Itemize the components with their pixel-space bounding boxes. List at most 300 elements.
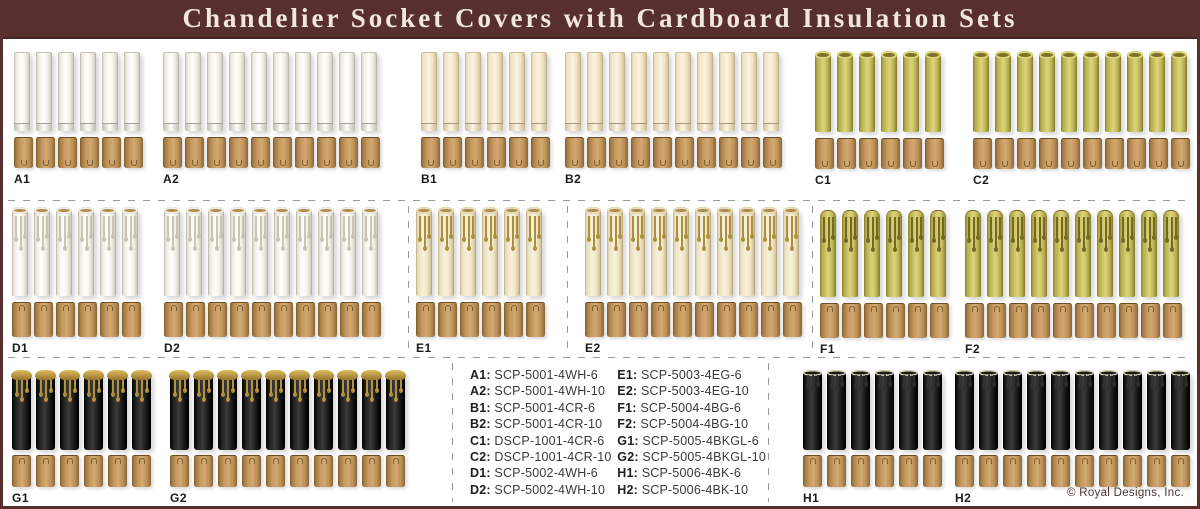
wax-drip-detail	[256, 378, 258, 390]
legend-column-left	[470, 367, 617, 498]
cardboard-insulator	[827, 455, 846, 487]
wax-drip-detail	[1103, 375, 1105, 385]
wax-drip-detail	[37, 216, 39, 239]
wax-drip-detail	[676, 216, 678, 239]
socket-cover-e2	[739, 210, 755, 296]
wax-drip-detail	[836, 375, 838, 388]
cardboard-insulators	[815, 138, 944, 169]
group-label: A1	[14, 172, 31, 186]
socket-cover-b1	[509, 52, 525, 131]
cardboard-insulators	[955, 455, 1190, 487]
socket-cover-f2	[987, 210, 1003, 297]
wax-drip-detail	[50, 378, 52, 390]
wax-drip-detail	[264, 216, 266, 236]
wax-drip-detail	[769, 216, 771, 248]
socket-covers	[12, 210, 141, 296]
cardboard-insulator	[290, 455, 309, 487]
wax-drip-detail	[88, 378, 90, 394]
socket-cover-a1	[80, 52, 96, 131]
wax-drip-detail	[1089, 375, 1091, 384]
socket-cover-h2	[979, 372, 998, 450]
wax-drip-detail	[294, 378, 296, 394]
cardboard-insulators	[14, 137, 143, 168]
product-group-b2	[565, 52, 782, 186]
cardboard-insulator	[1039, 138, 1058, 169]
wax-drip-detail	[773, 216, 775, 236]
cardboard-insulator	[108, 455, 127, 487]
cardboard-insulator	[973, 138, 992, 169]
cardboard-insulator	[338, 455, 357, 487]
socket-cover-a2	[317, 52, 333, 131]
socket-covers	[421, 52, 550, 131]
cardboard-insulator	[296, 302, 315, 337]
wax-drip-detail	[1007, 375, 1009, 385]
wax-drip-detail	[588, 216, 590, 239]
wax-drip-detail	[615, 216, 617, 248]
socket-cover-h2	[1003, 372, 1022, 450]
cardboard-insulator	[908, 303, 927, 338]
cardboard-insulator	[859, 138, 878, 169]
wax-drip-detail	[1084, 375, 1086, 388]
wax-drip-detail	[376, 378, 378, 390]
cardboard-insulator	[1127, 138, 1146, 169]
cardboard-insulator	[361, 137, 380, 168]
socket-cover-c2	[1061, 54, 1077, 132]
socket-cover-d2	[164, 210, 180, 296]
cardboard-insulator	[465, 137, 484, 168]
wax-drip-detail	[1175, 217, 1177, 237]
cardboard-insulator	[230, 302, 249, 337]
wax-drip-detail	[134, 216, 136, 236]
wax-drip-detail	[1137, 375, 1139, 384]
wax-drip-detail	[1083, 217, 1085, 249]
cardboard-insulator	[673, 302, 692, 337]
wax-drip-detail	[632, 216, 634, 239]
wax-drip-detail	[366, 378, 368, 394]
socket-cover-e2	[651, 210, 667, 296]
wax-drip-detail	[860, 375, 862, 388]
wax-drip-detail	[370, 216, 372, 248]
wax-drip-detail	[348, 216, 350, 248]
wax-drip-detail	[103, 216, 105, 239]
cardboard-insulator	[194, 455, 213, 487]
cardboard-insulator	[903, 138, 922, 169]
cardboard-insulator	[1061, 138, 1080, 169]
product-group-b1	[421, 52, 550, 186]
socket-covers	[164, 210, 381, 296]
cardboard-insulator	[1141, 303, 1160, 338]
wax-drip-detail	[1031, 375, 1033, 385]
cardboard-insulator	[1053, 303, 1072, 338]
wax-drip-detail	[194, 216, 196, 248]
socket-cover-f2	[1097, 210, 1113, 297]
socket-cover-g1	[60, 372, 79, 450]
wax-drip-detail	[1156, 375, 1158, 388]
wax-drip-detail	[1061, 217, 1063, 249]
legend-entry-c1: C1: DSCP-1001-4CR-6	[470, 433, 605, 448]
socket-cover-g2	[338, 372, 357, 450]
wax-drip-detail	[304, 378, 306, 390]
socket-cover-d2	[340, 210, 356, 296]
wax-drip-detail	[968, 217, 970, 240]
socket-cover-e2	[673, 210, 689, 296]
title-bar	[0, 0, 1200, 39]
wax-drip-detail	[703, 216, 705, 248]
socket-cover-d1	[34, 210, 50, 296]
cardboard-insulator	[875, 455, 894, 487]
wax-drip-detail	[130, 216, 132, 248]
wax-drip-detail	[352, 216, 354, 236]
cardboard-insulator	[783, 302, 802, 337]
socket-cover-c1	[815, 54, 831, 132]
socket-cover-g1	[108, 372, 127, 450]
cardboard-insulator	[675, 137, 694, 168]
wax-drip-detail	[419, 216, 421, 239]
cardboard-insulator	[58, 137, 77, 168]
wax-drip-detail	[347, 378, 349, 399]
wax-drip-detail	[1056, 217, 1058, 240]
cardboard-insulators	[965, 303, 1182, 338]
socket-cover-g2	[386, 372, 405, 450]
wax-drip-detail	[742, 216, 744, 239]
socket-cover-c1	[881, 54, 897, 132]
wax-drip-detail	[911, 217, 913, 240]
cardboard-insulator	[208, 302, 227, 337]
cardboard-insulator	[629, 302, 648, 337]
socket-cover-g2	[314, 372, 333, 450]
socket-cover-g2	[194, 372, 213, 450]
legend-entry-a2: A2: SCP-5001-4WH-10	[470, 384, 606, 399]
cardboard-insulator	[84, 455, 103, 487]
wax-drip-detail	[485, 216, 487, 239]
socket-cover-e2	[717, 210, 733, 296]
socket-cover-g2	[266, 372, 285, 450]
wax-drip-detail	[232, 378, 234, 390]
wax-drip-detail	[1017, 375, 1019, 384]
socket-cover-f2	[1075, 210, 1091, 297]
socket-cover-c2	[1017, 54, 1033, 132]
wax-drip-detail	[865, 375, 867, 384]
wax-drip-detail	[93, 378, 95, 399]
cardboard-insulator	[761, 302, 780, 337]
wax-drip-detail	[993, 375, 995, 384]
wax-drip-detail	[342, 378, 344, 394]
socket-cover-b2	[741, 52, 757, 131]
socket-cover-f1	[864, 210, 880, 297]
socket-cover-d1	[12, 210, 28, 296]
legend-entry-h2: H2: SCP-5006-4BK-10	[617, 482, 749, 497]
wax-drip-detail	[855, 375, 857, 385]
row-divider	[8, 357, 1192, 358]
cardboard-insulator	[1051, 455, 1070, 487]
socket-cover-f2	[1141, 210, 1157, 297]
cardboard-insulators	[170, 455, 405, 487]
socket-covers	[965, 210, 1182, 297]
socket-cover-c1	[859, 54, 875, 132]
wax-drip-detail	[654, 216, 656, 239]
wax-drip-detail	[26, 378, 28, 390]
cardboard-insulators	[421, 137, 550, 168]
wax-drip-detail	[233, 216, 235, 239]
socket-cover-f1	[908, 210, 924, 297]
cardboard-insulator	[851, 455, 870, 487]
wax-drip-detail	[242, 216, 244, 236]
socket-cover-d2	[318, 210, 334, 296]
cardboard-insulator	[1003, 455, 1022, 487]
socket-cover-e1	[482, 210, 498, 296]
product-group-d2	[164, 210, 381, 355]
socket-cover-e2	[695, 210, 711, 296]
socket-cover-b2	[719, 52, 735, 131]
wax-drip-detail	[988, 375, 990, 388]
socket-cover-a1	[14, 52, 30, 131]
socket-covers	[163, 52, 380, 131]
socket-cover-b2	[763, 52, 779, 131]
cardboard-insulator	[864, 303, 883, 338]
socket-cover-d2	[252, 210, 268, 296]
wax-drip-detail	[747, 216, 749, 248]
cardboard-insulator	[1027, 455, 1046, 487]
wax-drip-detail	[424, 216, 426, 248]
wax-drip-detail	[889, 217, 891, 240]
cardboard-insulator	[186, 302, 205, 337]
legend-entry-b1: B1: SCP-5001-4CR-6	[470, 400, 596, 415]
wax-drip-detail	[507, 216, 509, 239]
wax-drip-detail	[330, 216, 332, 236]
wax-drip-detail	[328, 378, 330, 390]
socket-cover-a2	[251, 52, 267, 131]
product-group-a2	[163, 52, 380, 186]
wax-drip-detail	[889, 375, 891, 384]
cardboard-insulator	[362, 455, 381, 487]
wax-drip-detail	[450, 216, 452, 236]
socket-cover-h2	[1171, 372, 1190, 450]
cardboard-insulators	[164, 302, 381, 337]
wax-drip-detail	[903, 375, 905, 385]
wax-drip-detail	[136, 378, 138, 394]
socket-cover-b2	[697, 52, 713, 131]
wax-drip-detail	[938, 217, 940, 249]
cardboard-insulator	[1075, 455, 1094, 487]
cardboard-insulator	[925, 138, 944, 169]
wax-drip-detail	[990, 217, 992, 240]
socket-cover-b1	[443, 52, 459, 131]
cardboard-insulator	[815, 138, 834, 169]
legend-entry-d1: D1: SCP-5002-4WH-6	[470, 466, 598, 481]
socket-cover-f2	[1119, 210, 1135, 297]
socket-covers	[973, 54, 1190, 132]
wax-drip-detail	[1144, 217, 1146, 240]
wax-drip-detail	[850, 217, 852, 249]
wax-drip-detail	[146, 378, 148, 390]
wax-drip-detail	[512, 216, 514, 248]
cardboard-insulator	[1009, 303, 1028, 338]
wax-drip-detail	[352, 378, 354, 390]
cardboard-insulator	[317, 137, 336, 168]
wax-drip-detail	[1109, 217, 1111, 237]
product-group-g1	[12, 372, 151, 505]
socket-cover-h2	[1123, 372, 1142, 450]
socket-cover-f1	[930, 210, 946, 297]
cardboard-insulator	[820, 303, 839, 338]
group-label: A2	[163, 172, 180, 186]
wax-drip-detail	[641, 216, 643, 236]
wax-drip-detail	[122, 378, 124, 390]
wax-drip-detail	[172, 216, 174, 248]
wax-drip-detail	[973, 217, 975, 249]
legend-entry-c2: C2: DSCP-1001-4CR-10	[470, 450, 612, 465]
cardboard-insulator	[56, 302, 75, 337]
socket-covers	[803, 372, 942, 450]
wax-drip-detail	[828, 217, 830, 249]
socket-cover-b2	[609, 52, 625, 131]
wax-drip-detail	[15, 216, 17, 239]
wax-drip-detail	[538, 216, 540, 236]
cardboard-insulator	[185, 137, 204, 168]
wax-drip-detail	[764, 216, 766, 239]
wax-drip-detail	[220, 216, 222, 236]
wax-drip-detail	[40, 378, 42, 394]
socket-cover-e1	[416, 210, 432, 296]
wax-drip-detail	[823, 217, 825, 240]
wax-drip-detail	[16, 378, 18, 394]
cardboard-insulator	[164, 302, 183, 337]
product-group-c2	[973, 54, 1190, 187]
socket-cover-h1	[923, 372, 942, 450]
wax-drip-detail	[681, 216, 683, 248]
wax-drip-detail	[251, 378, 253, 399]
legend-column-right	[617, 367, 766, 498]
cardboard-insulator	[1149, 138, 1168, 169]
socket-cover-h1	[875, 372, 894, 450]
wax-drip-detail	[685, 216, 687, 236]
socket-cover-d2	[230, 210, 246, 296]
socket-cover-e2	[629, 210, 645, 296]
socket-cover-f1	[820, 210, 836, 297]
cardboard-insulator	[78, 302, 97, 337]
wax-drip-detail	[428, 216, 430, 236]
wax-drip-detail	[725, 216, 727, 248]
wax-drip-detail	[277, 216, 279, 239]
socket-cover-g1	[132, 372, 151, 450]
wax-drip-detail	[1087, 217, 1089, 237]
group-label: C2	[973, 173, 990, 187]
product-group-a1	[14, 52, 143, 186]
socket-cover-h1	[899, 372, 918, 450]
cardboard-insulator	[12, 302, 31, 337]
group-label: C1	[815, 173, 832, 187]
legend-entry-e1: E1: SCP-5003-4EG-6	[617, 368, 742, 382]
socket-cover-c2	[1171, 54, 1187, 132]
socket-cover-g2	[218, 372, 237, 450]
wax-drip-detail	[20, 216, 22, 248]
socket-cover-a2	[163, 52, 179, 131]
wax-drip-detail	[280, 378, 282, 390]
socket-cover-e2	[607, 210, 623, 296]
socket-cover-b1	[421, 52, 437, 131]
legend-entry-b2: B2: SCP-5001-4CR-10	[470, 417, 603, 432]
wax-drip-detail	[326, 216, 328, 248]
wax-drip-detail	[1065, 217, 1067, 237]
wax-drip-detail	[472, 216, 474, 236]
cardboard-insulator	[36, 137, 55, 168]
wax-drip-detail	[446, 216, 448, 248]
cardboard-insulator	[251, 137, 270, 168]
socket-cover-c2	[1127, 54, 1143, 132]
wax-drip-detail	[282, 216, 284, 248]
cardboard-insulator	[487, 137, 506, 168]
wax-drip-detail	[1012, 217, 1014, 240]
cardboard-insulator	[526, 302, 545, 337]
wax-drip-detail	[1055, 375, 1057, 385]
cardboard-insulator	[1017, 138, 1036, 169]
cardboard-insulator	[587, 137, 606, 168]
wax-drip-detail	[663, 216, 665, 236]
wax-drip-detail	[534, 216, 536, 248]
cardboard-insulators	[163, 137, 380, 168]
cardboard-insulator	[242, 455, 261, 487]
cardboard-insulator	[102, 137, 121, 168]
cardboard-insulator	[252, 302, 271, 337]
socket-cover-d2	[296, 210, 312, 296]
group-label: G2	[170, 491, 188, 505]
legend-entry-f1: F1: SCP-5004-4BG-6	[617, 400, 742, 415]
cardboard-insulators	[973, 138, 1190, 169]
socket-cover-b2	[565, 52, 581, 131]
cardboard-insulator	[504, 302, 523, 337]
product-group-e1	[416, 210, 545, 355]
wax-drip-detail	[1012, 375, 1014, 388]
socket-cover-g1	[84, 372, 103, 450]
cardboard-insulator	[1083, 138, 1102, 169]
cardboard-insulator	[34, 302, 53, 337]
wax-drip-detail	[898, 217, 900, 237]
socket-cover-d1	[56, 210, 72, 296]
wax-drip-detail	[68, 216, 70, 236]
column-divider	[452, 363, 453, 502]
legend-entry-a1: A1: SCP-5001-4WH-6	[470, 368, 598, 382]
group-label: G1	[12, 491, 30, 505]
wax-drip-detail	[1149, 217, 1151, 249]
wax-drip-detail	[216, 216, 218, 248]
socket-cover-h2	[1099, 372, 1118, 450]
wax-drip-detail	[1039, 217, 1041, 249]
socket-cover-e2	[761, 210, 777, 296]
wax-drip-detail	[318, 378, 320, 394]
wax-drip-detail	[304, 216, 306, 248]
cardboard-insulators	[820, 303, 949, 338]
cardboard-insulator	[163, 137, 182, 168]
wax-drip-detail	[619, 216, 621, 236]
socket-cover-b1	[531, 52, 547, 131]
cardboard-insulator	[979, 455, 998, 487]
cardboard-insulators	[803, 455, 942, 487]
wax-drip-detail	[365, 216, 367, 239]
wax-drip-detail	[246, 378, 248, 394]
wax-drip-detail	[707, 216, 709, 236]
wax-drip-detail	[45, 378, 47, 399]
wax-drip-detail	[24, 216, 26, 236]
cardboard-insulator	[965, 303, 984, 338]
socket-cover-f1	[842, 210, 858, 297]
wax-drip-detail	[222, 378, 224, 394]
cardboard-insulator	[995, 138, 1014, 169]
copyright-text: © Royal Designs, Inc.	[1066, 487, 1184, 499]
legend-entry-g2: G2: SCP-5005-4BKGL-10	[617, 450, 766, 465]
wax-drip-detail	[964, 375, 966, 388]
wax-drip-detail	[1153, 217, 1155, 237]
wax-drip-detail	[395, 378, 397, 399]
